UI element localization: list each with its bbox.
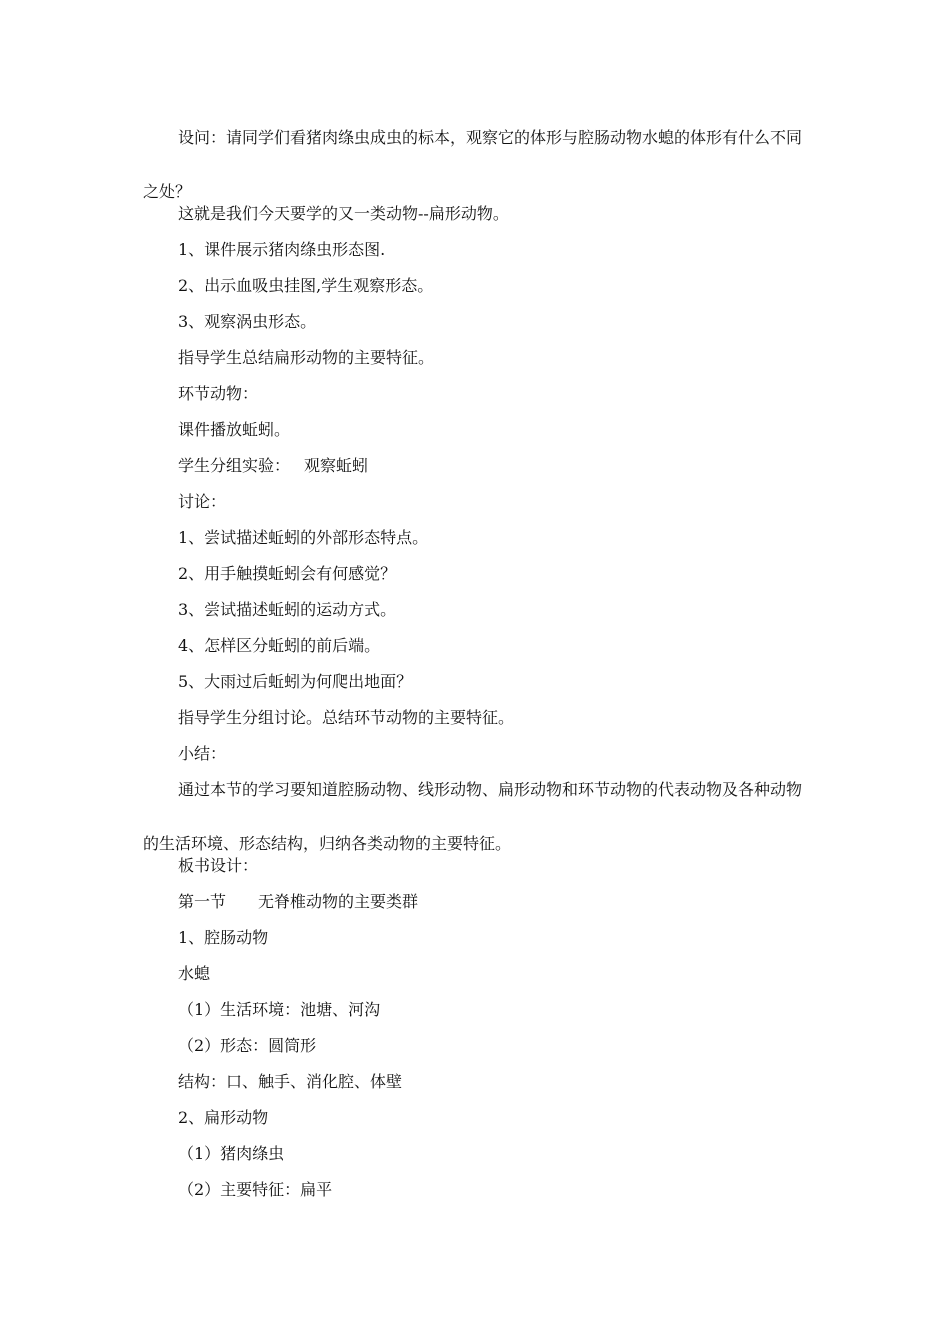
section-heading: 板书设计：	[178, 856, 259, 875]
list-item: 5、大雨过后蚯蚓为何爬出地面？	[178, 672, 413, 691]
list-item: （1）猪肉绦虫	[178, 1144, 285, 1163]
list-item: （2）形态：圆筒形	[178, 1036, 317, 1055]
list-item: 结构：口、触手、消化腔、体壁	[178, 1072, 403, 1091]
list-item: 1、课件展示猪肉绦虫形态图.	[178, 240, 386, 259]
section-heading: 讨论：	[178, 492, 227, 511]
board-section-title: 无脊椎动物的主要类群	[258, 892, 419, 911]
list-item: 水螅	[178, 964, 211, 983]
paragraph-intro: 这就是我们今天要学的又一类动物--扁形动物。	[178, 204, 509, 223]
list-item: 1、尝试描述蚯蚓的外部形态特点。	[178, 528, 429, 547]
list-item: 2、用手触摸蚯蚓会有何感觉？	[178, 564, 397, 583]
experiment-task: 观察蚯蚓	[304, 456, 369, 475]
list-item: 2、出示血吸虫挂图,学生观察形态。	[178, 276, 434, 295]
list-item: 4、怎样区分蚯蚓的前后端。	[178, 636, 381, 655]
paragraph-guide: 指导学生总结扁形动物的主要特征。	[178, 348, 435, 367]
section-heading: 环节动物：	[178, 384, 259, 403]
board-section-number: 第一节	[178, 892, 227, 911]
paragraph: 课件播放蚯蚓。	[178, 420, 291, 439]
list-item: 2、扁形动物	[178, 1108, 269, 1127]
list-item: 3、观察涡虫形态。	[178, 312, 317, 331]
paragraph-guide: 指导学生分组讨论。总结环节动物的主要特征。	[178, 708, 515, 727]
experiment-label: 学生分组实验：	[178, 456, 291, 475]
list-item: 1、腔肠动物	[178, 928, 269, 947]
list-item: （1）生活环境：池塘、河沟	[178, 1000, 381, 1019]
list-item: 3、尝试描述蚯蚓的运动方式。	[178, 600, 397, 619]
section-heading: 小结：	[178, 744, 227, 763]
paragraph-experiment	[178, 448, 838, 484]
board-title	[178, 884, 838, 920]
paragraph-question: 设问：请同学们看猪肉绦虫成虫的标本，观察它的体形与腔肠动物水螅的体形有什么不同之处？	[143, 128, 803, 201]
paragraph-summary: 通过本节的学习要知道腔肠动物、线形动物、扁形动物和环节动物的代表动物及各种动物的生活环境、形态结构，归纳各类动物的主要特征。	[143, 780, 803, 853]
list-item: （2）主要特征：扁平	[178, 1180, 333, 1199]
